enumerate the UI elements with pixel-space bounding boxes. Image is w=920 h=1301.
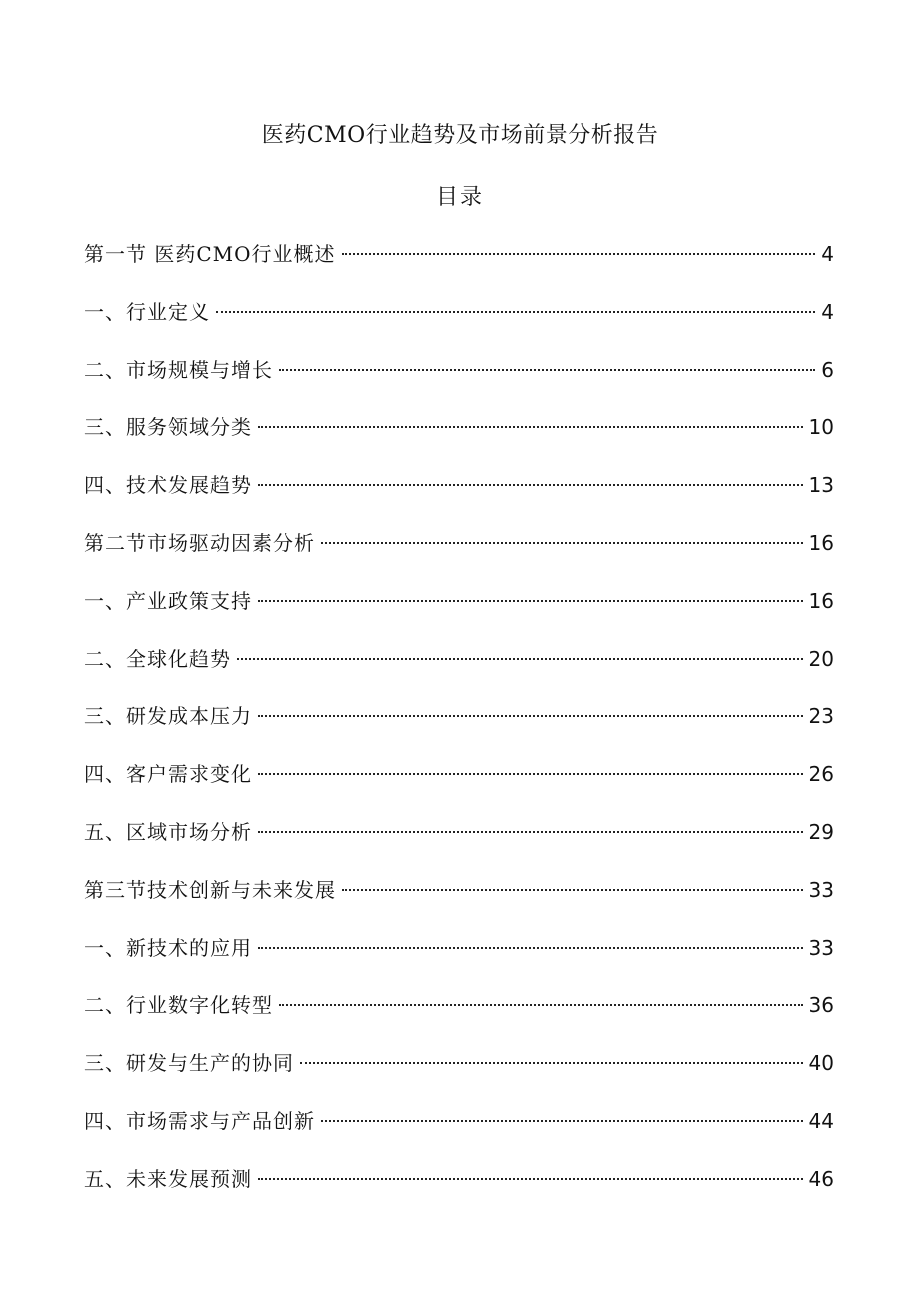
toc-entry[interactable] [84, 1103, 834, 1161]
toc-entry[interactable] [84, 294, 834, 352]
toc-entry-page: 36 [808, 993, 834, 1018]
toc-entry-page: 16 [808, 588, 834, 613]
toc-entry-page: 23 [808, 704, 834, 729]
toc-leader-dots [258, 484, 803, 486]
toc-entry-label: 三、研发成本压力 [84, 704, 252, 729]
toc-entry[interactable] [84, 930, 834, 988]
toc-entry-label: 二、全球化趋势 [84, 646, 231, 671]
toc-leader-dots [258, 773, 803, 775]
toc-entry[interactable] [84, 1161, 834, 1219]
toc-entry-page: 26 [808, 762, 834, 787]
toc-entry[interactable] [84, 872, 834, 930]
toc-entry-page: 40 [808, 1051, 834, 1076]
toc-entry-page: 46 [808, 1166, 834, 1191]
toc-entry[interactable] [84, 467, 834, 525]
toc-leader-dots [321, 542, 803, 544]
toc-leader-dots [237, 658, 803, 660]
toc-entry[interactable] [84, 583, 834, 641]
toc-entry[interactable] [84, 352, 834, 410]
toc-entry-page: 6 [821, 357, 834, 382]
toc-leader-dots [279, 1004, 803, 1006]
toc-leader-dots [321, 1120, 803, 1122]
toc-entry-page: 16 [808, 530, 834, 555]
toc-entry[interactable] [84, 987, 834, 1045]
toc-entry-label: 四、市场需求与产品创新 [84, 1108, 315, 1133]
toc-entry-label: 四、技术发展趋势 [84, 473, 252, 498]
toc-entry[interactable] [84, 814, 834, 872]
toc-leader-dots [279, 369, 815, 371]
toc-entry[interactable] [84, 1045, 834, 1103]
toc-entry-label: 二、行业数字化转型 [84, 993, 273, 1018]
toc-entry-page: 13 [808, 473, 834, 498]
toc-leader-dots [258, 426, 803, 428]
toc-entry-label: 二、市场规模与增长 [84, 357, 273, 382]
toc-entry-label: 第二节市场驱动因素分析 [84, 530, 315, 555]
toc-leader-dots [258, 831, 803, 833]
toc-entry-label: 一、产业政策支持 [84, 588, 252, 613]
toc-entry-label: 一、行业定义 [84, 299, 210, 324]
toc-entry-page: 29 [808, 819, 834, 844]
toc-entry-page: 4 [821, 299, 834, 324]
toc-entry-label: 三、研发与生产的协同 [84, 1051, 294, 1076]
toc-entry-page: 20 [808, 646, 834, 671]
toc-entry[interactable] [84, 525, 834, 583]
toc-entry[interactable] [84, 698, 834, 756]
toc-entry[interactable] [84, 756, 834, 814]
toc-heading: 目录 [435, 185, 484, 210]
toc-entry-page: 10 [808, 415, 834, 440]
toc-entry[interactable] [84, 236, 834, 294]
toc-leader-dots [258, 1178, 803, 1180]
toc-entry[interactable] [84, 641, 834, 699]
toc-entry-page: 4 [821, 242, 834, 266]
toc-entry-label: 四、客户需求变化 [84, 762, 252, 787]
toc-leader-dots [342, 889, 803, 891]
toc-leader-dots [216, 311, 815, 313]
toc-leader-dots [258, 947, 803, 949]
toc-leader-dots [300, 1062, 803, 1064]
toc-entry-label: 第一节 医药CMO行业概述 [84, 242, 336, 266]
toc-entry-label: 第三节技术创新与未来发展 [84, 877, 336, 902]
toc-entry-label: 三、服务领域分类 [84, 415, 252, 440]
toc-entry-page: 44 [808, 1108, 834, 1133]
document-title: 医药CMO行业趋势及市场前景分析报告 [261, 123, 659, 148]
toc-entry-label: 一、新技术的应用 [84, 935, 252, 960]
toc-entry-label: 五、未来发展预测 [84, 1166, 252, 1191]
toc-leader-dots [258, 715, 803, 717]
toc-entry-label: 五、区域市场分析 [84, 819, 252, 844]
toc-entry[interactable] [84, 409, 834, 467]
toc-leader-dots [258, 600, 803, 602]
toc-entry-page: 33 [808, 877, 834, 902]
toc-entry-page: 33 [808, 935, 834, 960]
table-of-contents [84, 236, 834, 1219]
toc-leader-dots [342, 253, 816, 255]
